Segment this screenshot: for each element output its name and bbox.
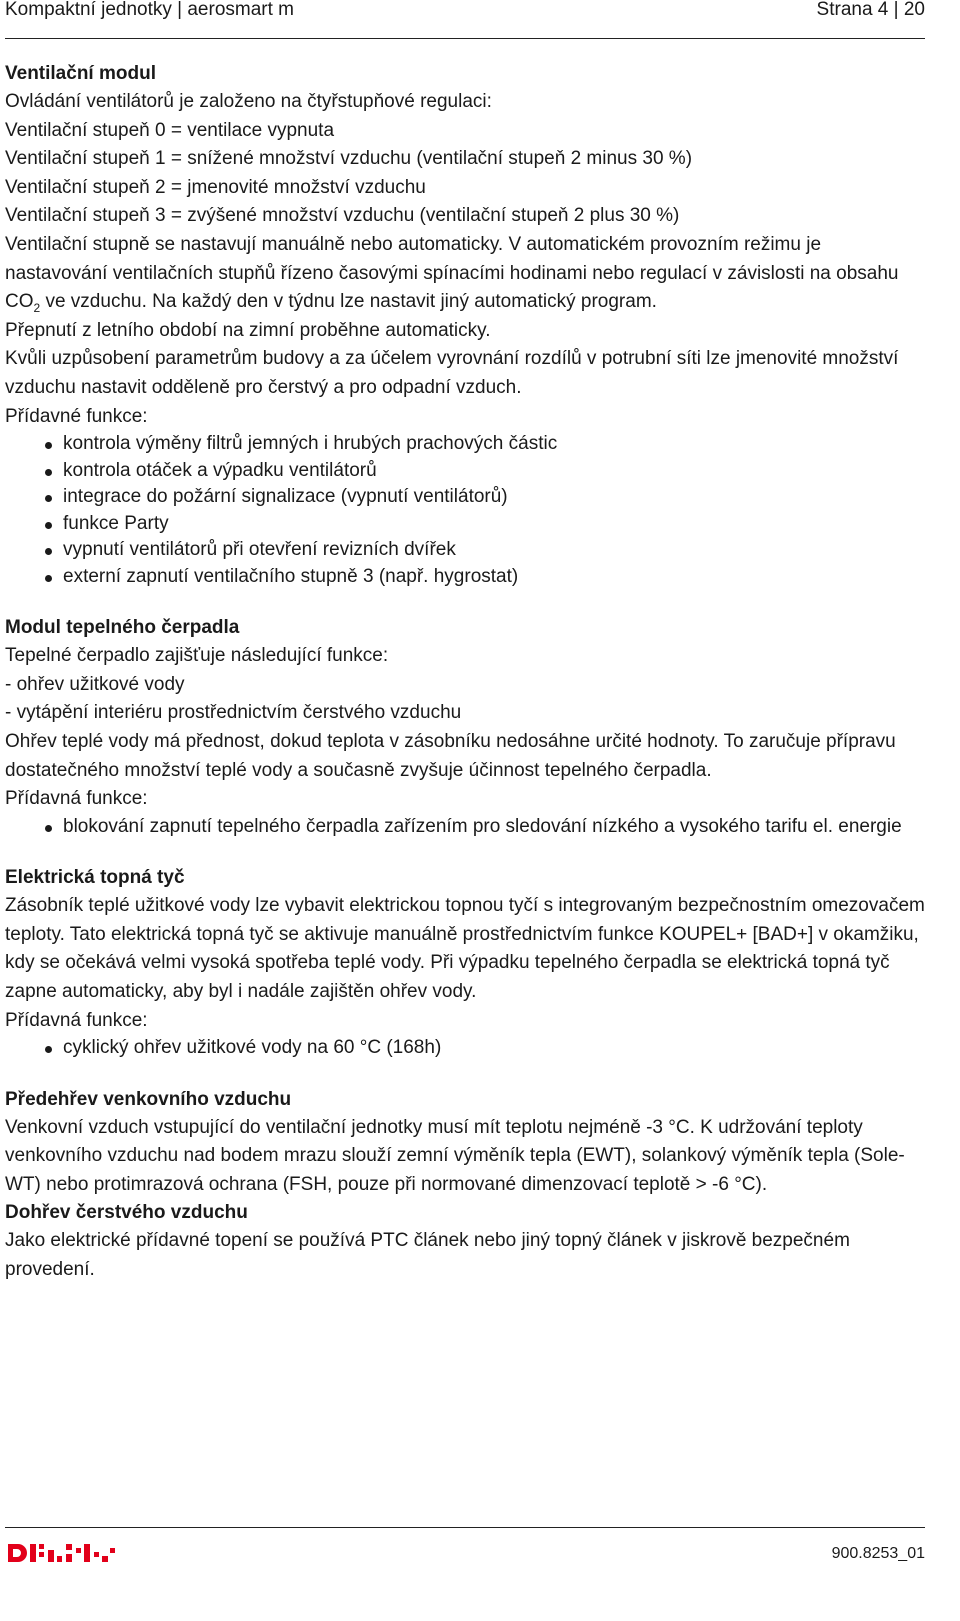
paragraph: Kvůli uzpůsobení parametrům budovy a za účelem vyrovnání rozdílů v potrubní síti lze jmenovité množství vzduchu nastavit odděleně pro čerstvý a pro odpadní vzduch. [5,348,899,398]
section-heat-pump [5,614,925,840]
extras-list [5,814,925,841]
extras-list [5,431,925,590]
company-logo-icon [6,1538,118,1566]
list-item: funkce Party [63,511,925,538]
footer-divider [5,1527,925,1528]
subscript: 2 [33,300,41,315]
list-item: blokování zapnutí tepelného čerpadla zařízením pro sledování nízkého a vysokého tarifu el. energie [63,814,925,841]
text-line: - vytápění interiéru prostřednictvím čerstvého vzduchu [5,702,462,724]
text-line: Přepnutí z letního období na zimní proběhne automaticky. [5,319,491,341]
extras-label: Přídavná funkce: [5,1009,148,1031]
extras-label: Přídavná funkce: [5,788,148,810]
document-code: 900.8253_01 [831,1545,925,1562]
section-ventilation [5,60,925,590]
text-line: Tepelné čerpadlo zajišťuje následující funkce: [5,645,389,667]
document-title: Kompaktní jednotky | aerosmart m [5,0,294,20]
section-heading: Předehřev venkovního vzduchu [5,1088,292,1110]
section-reheat [5,1199,925,1284]
section-heading: Modul tepelného čerpadla [5,617,240,639]
document-body [5,60,925,1285]
paragraph: Ohřev teplé vody má přednost, dokud teplota v zásobníku nedosáhne určité hodnoty. To zaručuje přípravu dostatečného množství teplé vody a současně zvyšuje účinnost tepelného čerpadla. [5,730,896,781]
list-item: externí zapnutí ventilačního stupně 3 (např. hygrostat) [63,564,925,591]
section-electric-heater [5,864,925,1061]
text-line: Ventilační stupeň 1 = snížené množství vzduchu (ventilační stupeň 2 minus 30 %) [5,148,693,170]
list-item: kontrola otáček a výpadku ventilátorů [63,458,925,485]
list-item: cyklický ohřev užitkové vody na 60 °C (168h) [63,1035,925,1062]
section-preheat [5,1086,925,1200]
extras-list [5,1035,925,1062]
paragraph-text: ve vzduchu. Na každý den v týdnu lze nastavit jiný automatický program. [40,291,657,313]
page-number: Strana 4 | 20 [816,0,925,20]
section-heading: Dohřev čerstvého vzduchu [5,1202,248,1224]
text-line: Ventilační stupeň 3 = zvýšené množství vzduchu (ventilační stupeň 2 plus 30 %) [5,205,680,227]
paragraph [5,231,925,317]
section-heading: Elektrická topná tyč [5,867,185,889]
paragraph-text: Ventilační stupně se nastavují manuálně nebo automaticky. V automatickém provozním režimu je nastavování ventilačních stupňů řízeno časovými spínacími hodinami nebo regulací v závislosti na obsahu CO [5,233,899,313]
text-line: - ohřev užitkové vody [5,673,185,695]
paragraph: Venkovní vzduch vstupující do ventilační jednotky musí mít teplotu nejméně -3 °C. K udržování teploty venkovního vzduchu nad bodem mrazu slouží zemní výměník tepla (EWT), solankový výměník tepla (Sole-WT) nebo protimrazová ochrana (FSH, pouze při normované dimenzovací teplotě > -6 °C). [5,1116,905,1195]
list-item: integrace do požární signalizace (vypnutí ventilátorů) [63,484,925,511]
extras-label: Přídavné funkce: [5,405,148,427]
paragraph: Zásobník teplé užitkové vody lze vybavit elektrickou topnou tyčí s integrovaným bezpečnostním omezovačem teploty. Tato elektrická topná tyč se aktivuje manuálně prostřednictvím funkce KOUPEL+ [BAD+] v okamžiku, kdy se očekává velmi vysoká spotřeba teplé vody. Při výpadku tepelného čerpadla se elektrická topná tyč zapne automaticky, aby byl i nadále zajištěn ohřev vody. [5,895,925,1002]
paragraph: Jako elektrické přídavné topení se používá PTC článek nebo jiný topný článek v jiskrově bezpečném provedení. [5,1230,850,1281]
text-line: Ovládání ventilátorů je založeno na čtyřstupňové regulaci: [5,91,492,112]
list-item: kontrola výměny filtrů jemných i hrubých prachových částic [63,431,925,458]
section-heading: Ventilační modul [5,63,156,84]
text-line: Ventilační stupeň 2 = jmenovité množství vzduchu [5,176,426,198]
text-line: Ventilační stupeň 0 = ventilace vypnuta [5,119,335,141]
list-item: vypnutí ventilátorů při otevření revizních dvířek [63,537,925,564]
page-header [5,0,925,39]
